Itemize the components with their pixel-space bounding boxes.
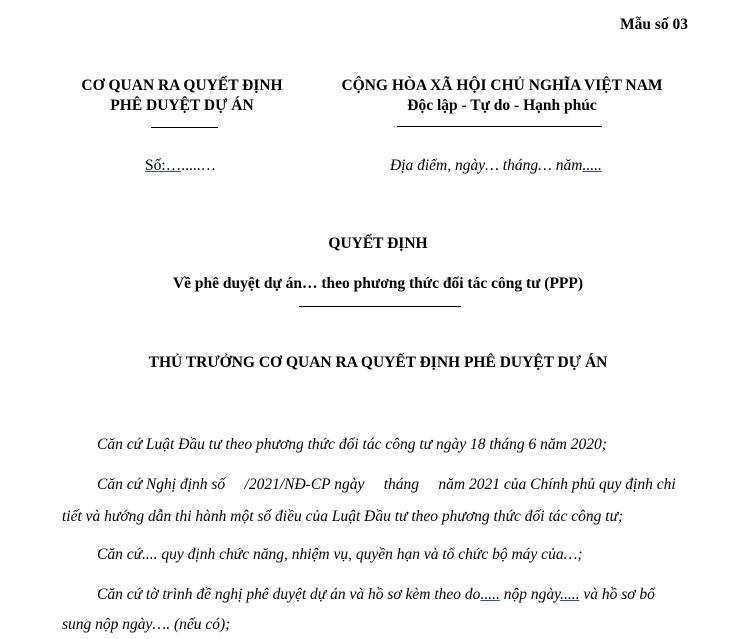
decision-title: QUYẾT ĐỊNH — [328, 235, 428, 252]
place-date-dots: ..... — [582, 157, 602, 174]
motto-underline — [397, 126, 602, 127]
agency-name-line2: PHÊ DUYỆT DỰ ÁN — [110, 97, 254, 114]
agency-underline — [151, 127, 218, 128]
basis-submission-line1 — [97, 586, 655, 604]
submission-text-c: và hồ sơ bổ — [579, 586, 655, 603]
decision-subtitle: Về phê duyệt dự án… theo phương thức đối tác công tư (PPP) — [172, 275, 584, 292]
number-dots-underlined: … — [165, 157, 182, 174]
place-date-text: Địa điểm, ngày… tháng… năm — [390, 157, 583, 174]
submission-dots-1: ..... — [480, 586, 500, 603]
agency-name-line1: CƠ QUAN RA QUYẾT ĐỊNH — [81, 77, 283, 94]
submission-dots-2: ..... — [560, 586, 580, 603]
basis-decree-line2: tiết và hướng dẫn thi hành một số điều của Luật Đầu tư theo phương thức đối tác công tư; — [62, 508, 624, 525]
form-number: Mẫu số 03 — [620, 16, 689, 33]
authority-heading: THỦ TRƯỞNG CƠ QUAN RA QUYẾT ĐỊNH PHÊ DUYỆT DỰ ÁN — [148, 354, 608, 371]
document-number — [145, 157, 216, 175]
number-label: Số: — [145, 157, 166, 174]
national-motto: Độc lập - Tự do - Hạnh phúc — [407, 97, 597, 114]
basis-decree-line1: Căn cứ Nghị định số /2021/NĐ-CP ngày tháng năm 2021 của Chính phủ quy định chi — [97, 476, 676, 493]
subtitle-underline — [299, 306, 461, 307]
place-date — [390, 157, 602, 175]
submission-text-b: nộp ngày — [499, 586, 561, 603]
nation-name: CỘNG HÒA XÃ HỘI CHỦ NGHĨA VIỆT NAM — [341, 77, 663, 94]
submission-text-a: Căn cứ tờ trình đề nghị phê duyệt dự án và hồ sơ kèm theo do — [97, 586, 481, 603]
basis-submission-line2: sung nộp ngày…. (nếu có); — [62, 616, 231, 633]
basis-law: Căn cứ Luật Đầu tư theo phương thức đối tác công tư ngày 18 tháng 6 năm 2020; — [97, 436, 607, 453]
basis-regulation: Căn cứ.... quy định chức năng, nhiệm vụ, quyền hạn và tổ chức bộ máy của…; — [97, 546, 583, 563]
number-dots: .....… — [181, 157, 217, 174]
